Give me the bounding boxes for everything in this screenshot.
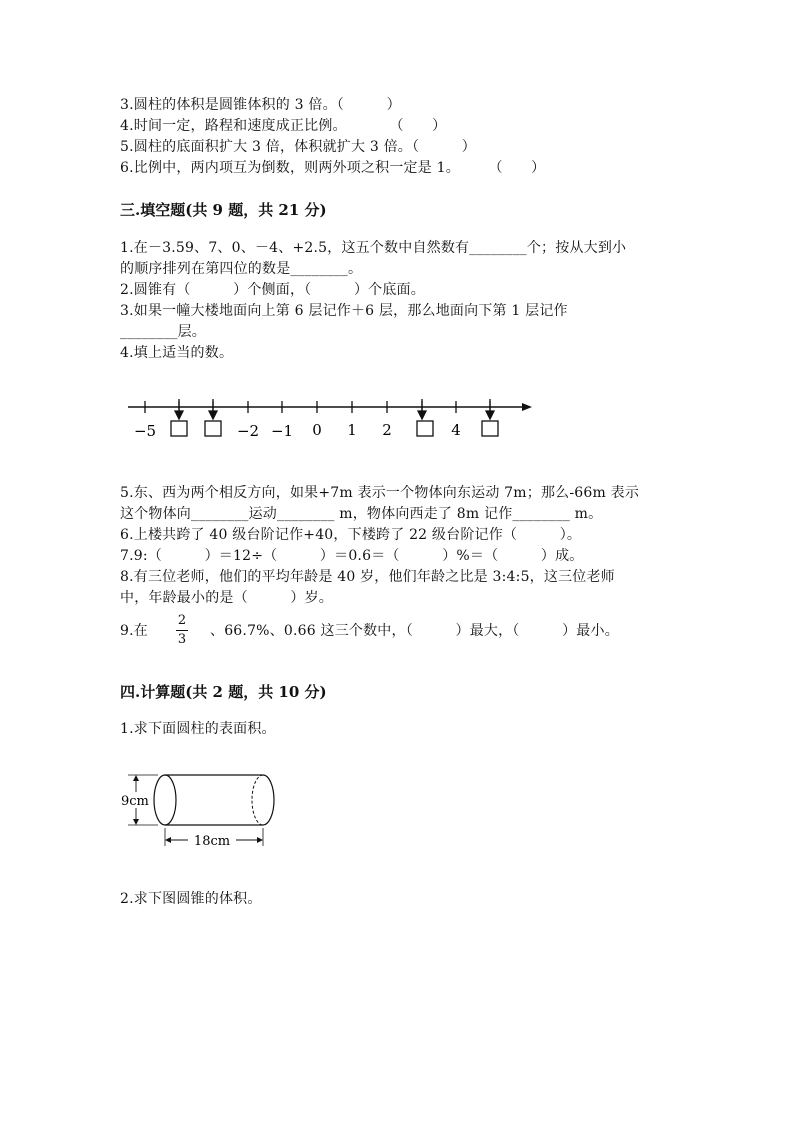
number-line-arrowhead [522,403,532,411]
cylinder-right-face-back [252,775,263,825]
fill-q1-line1: 1.在－3.59、7、0、－4、+2.5，这五个数中自然数有________个；按从大到小 [120,240,627,256]
calc-q1: 1.求下面圆柱的表面积。 [120,721,276,737]
number-line-label: 0 [312,421,322,439]
number-line-box-3 [417,421,433,436]
fill-q7: 7.9:（ ）＝12÷（ ）＝0.6＝（ ）%＝（ ）成。 [120,548,584,564]
fill-q5-line1: 5.东、西为两个相反方向，如果+7m 表示一个物体向东运动 7m；那么-66m 表示 [120,485,640,501]
cylinder-height-label: 9cm [121,794,149,809]
fill-q6: 6.上楼共跨了 40 级台阶记作+40，下楼跨了 22 级台阶记作（ ）。 [120,527,582,543]
fraction-bar [176,630,188,631]
number-line-label: −2 [236,422,260,440]
number-line-box-4 [482,421,498,436]
fill-q8-line2: 中，年龄最小的是（ ）岁。 [120,590,333,606]
number-line-box-1 [171,421,187,436]
calc-q2: 2.求下图圆锥的体积。 [120,891,262,907]
number-line-label: 2 [382,421,392,439]
cylinder-right-face-front [263,775,274,825]
fraction-denominator: 3 [177,632,187,647]
number-line-figure [120,390,550,445]
fill-q1-line2: 的顺序排列在第四位的数是________。 [120,261,363,277]
cylinder-left-face [154,775,176,825]
number-line-label: 1 [347,421,357,439]
section4-title: 四.计算题(共 2 题，共 10 分) [120,683,327,701]
judgment-item-4: 4.时间一定，路程和速度成正比例。 （ ） [120,118,447,134]
fill-q8-line1: 8.有三位老师，他们的平均年龄是 40 岁，他们年龄之比是 3:4:5，这三位老师 [120,569,615,585]
cylinder-length-label: 18cm [193,834,231,849]
number-line-label: −1 [270,422,294,440]
judgment-item-5: 5.圆柱的底面积扩大 3 倍，体积就扩大 3 倍。（ ） [120,139,476,155]
cylinder-figure [118,768,288,853]
number-line-box-2 [205,421,221,436]
fill-q2: 2.圆锥有（ ）个侧面，（ ）个底面。 [120,282,425,298]
fraction-numerator: 2 [177,613,187,628]
fill-q9-prefix: 9.在 [120,623,148,639]
fill-q3-line1: 3.如果一幢大楼地面向上第 6 层记作＋6 层，那么地面向下第 1 层记作 [120,303,568,319]
fill-q5-line2: 这个物体向________运动________ m，物体向西走了 8m 记作________ m。 [120,506,603,522]
number-line-down-arrows [175,399,494,419]
fill-q4: 4.填上适当的数。 [120,345,234,361]
judgment-item-3: 3.圆柱的体积是圆锥体积的 3 倍。（ ） [120,97,401,113]
fill-q3-line2: ________层。 [120,324,206,340]
fill-q9-suffix: 、66.7%、0.66 这三个数中，（ ）最大，（ ）最小。 [210,623,619,639]
section3-title: 三.填空题(共 9 题，共 21 分) [120,201,327,219]
number-line-label: −5 [133,422,157,440]
judgment-item-6: 6.比例中，两内项互为倒数，则两外项之积一定是 1。 （ ） [120,160,546,176]
number-line-label: 4 [451,421,461,439]
